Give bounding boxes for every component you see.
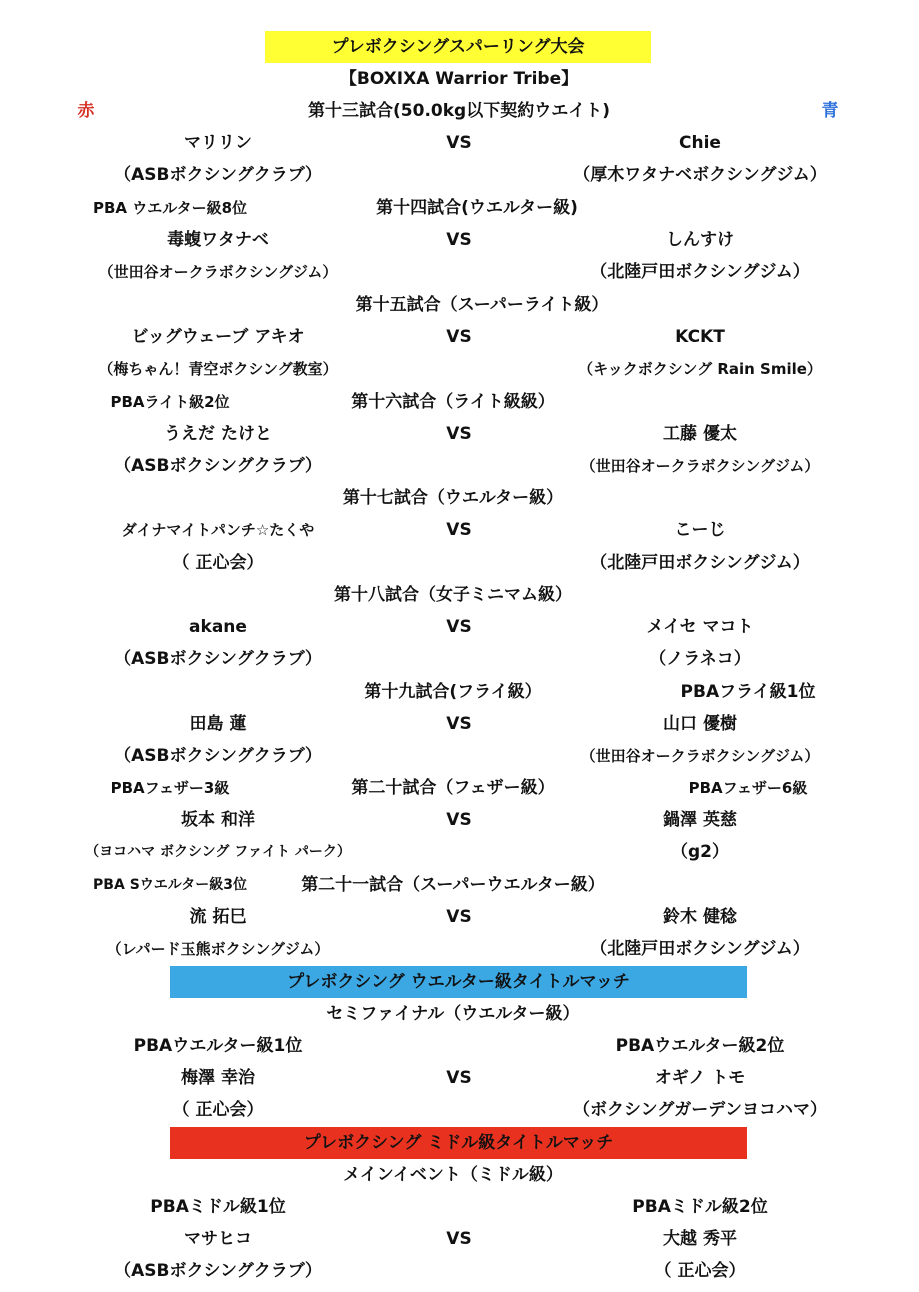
main-ranks-row <box>0 1191 919 1223</box>
corner-red-label: 赤 <box>77 101 95 121</box>
blue-fighter-name: オギノ トモ <box>654 1068 746 1088</box>
blue-fighter-rank: PBAミドル級2位 <box>632 1197 768 1217</box>
red-fighter-rank: PBA Sウエルター級3位 <box>93 877 247 893</box>
blue-fighter-name: Chie <box>679 133 721 153</box>
blue-fighter-gym: （北陸戸田ボクシングジム） <box>590 553 810 573</box>
blue-fighter-name: こーじ <box>674 520 726 540</box>
blue-fighter-rank: PBAウエルター級2位 <box>615 1036 785 1056</box>
red-fighter-gym: （ASBボクシングクラブ） <box>114 649 322 669</box>
bout-16-title-row <box>0 386 919 418</box>
semifinal-title-row <box>0 998 919 1030</box>
red-fighter-name: ビッグウェーブ アキオ <box>131 327 305 347</box>
bout-21-gyms-row <box>0 933 919 965</box>
red-fighter-gym: （梅ちゃん！青空ボクシング教室） <box>98 360 338 378</box>
red-fighter-gym: （ASBボクシングクラブ） <box>114 1261 322 1281</box>
blue-fighter-gym: （厚木ワタナベボクシングジム） <box>573 165 827 185</box>
bout-14-gyms-row <box>0 256 919 288</box>
bout-19-names-row <box>0 708 919 740</box>
blue-fighter-gym: （北陸戸田ボクシングジム） <box>590 939 810 959</box>
red-fighter-rank: PBAフェザー3級 <box>110 779 230 797</box>
event-subtitle: 【BOXIXA Warrior Tribe】 <box>339 69 579 89</box>
red-fighter-name: マサヒコ <box>184 1229 252 1249</box>
vs-label: VS <box>446 907 472 927</box>
bout-21-names-row <box>0 901 919 933</box>
bout-13-title-row <box>0 95 919 127</box>
red-fighter-name: 流 拓巳 <box>189 907 247 927</box>
bout-14-title-row <box>0 192 919 224</box>
bout-13-names-row <box>0 127 919 159</box>
red-fighter-name: akane <box>189 617 247 637</box>
blue-fighter-rank: PBAフライ級1位 <box>680 682 816 702</box>
bout-15-gyms-row <box>0 353 919 385</box>
vs-label: VS <box>446 520 472 540</box>
semifinal-banner <box>170 966 747 998</box>
subtitle-row <box>0 63 919 95</box>
red-fighter-name: 坂本 和洋 <box>181 810 255 830</box>
bout-17-gyms-row <box>0 547 919 579</box>
bout-19-title-row <box>0 676 919 708</box>
red-fighter-gym: （世田谷オークラボクシングジム） <box>98 263 338 281</box>
bout-15-title-row <box>0 289 919 321</box>
blue-fighter-name: 鍋澤 英慈 <box>663 810 737 830</box>
blue-fighter-name: 鈴木 健稔 <box>663 907 737 927</box>
corner-blue-label: 青 <box>821 101 839 121</box>
vs-label: VS <box>446 1068 472 1088</box>
red-fighter-name: 梅澤 幸治 <box>181 1068 255 1088</box>
red-fighter-rank: PBAミドル級1位 <box>150 1197 286 1217</box>
red-fighter-gym: （ASBボクシングクラブ） <box>114 456 322 476</box>
vs-label: VS <box>446 424 472 444</box>
bout-title: 第十六試合（ライト級級） <box>351 392 555 412</box>
red-fighter-gym: （ 正心会） <box>172 553 264 573</box>
blue-fighter-name: 山口 優樹 <box>663 714 737 734</box>
event-title: プレボクシングスパーリング大会 <box>331 37 585 57</box>
bout-21-title-row <box>0 869 919 901</box>
bout-title: 第十八試合（女子ミニマム級） <box>334 585 572 605</box>
bout-16-names-row <box>0 418 919 450</box>
bout-title: セミファイナル（ウエルター級） <box>326 1004 580 1024</box>
red-fighter-gym: （ 正心会） <box>172 1100 264 1120</box>
bout-17-title-row <box>0 482 919 514</box>
semifinal-names-row <box>0 1062 919 1094</box>
bout-17-names-row <box>0 514 919 546</box>
vs-label: VS <box>446 617 472 637</box>
semifinal-ranks-row <box>0 1030 919 1062</box>
bout-15-names-row <box>0 321 919 353</box>
red-fighter-rank: PBA ウエルター級8位 <box>92 199 248 217</box>
red-fighter-gym: （ヨコハマ ボクシング ファイト パーク） <box>85 844 351 860</box>
blue-fighter-gym: （g2） <box>671 842 729 862</box>
vs-label: VS <box>446 133 472 153</box>
blue-fighter-name: KCKT <box>675 327 725 347</box>
blue-fighter-name: メイセ マコト <box>646 617 754 637</box>
bout-title: 第十三試合(50.0kg以下契約ウエイト) <box>308 101 610 121</box>
bout-20-names-row <box>0 804 919 836</box>
blue-fighter-gym: （世田谷オークラボクシングジム） <box>580 747 820 765</box>
bout-title: 第二十一試合（スーパーウエルター級） <box>301 875 605 895</box>
bout-20-title-row <box>0 772 919 804</box>
blue-fighter-gym: （世田谷オークラボクシングジム） <box>580 457 820 475</box>
bout-13-gyms-row <box>0 159 919 191</box>
semifinal-gyms-row <box>0 1094 919 1126</box>
main-event-banner <box>170 1127 747 1159</box>
red-fighter-rank: PBAライト級2位 <box>110 393 230 411</box>
blue-fighter-rank: PBAフェザー6級 <box>688 779 808 797</box>
blue-fighter-gym: （ 正心会） <box>654 1261 746 1281</box>
semifinal-banner-text: プレボクシング ウエルター級タイトルマッチ <box>287 972 630 992</box>
main-event-banner-text: プレボクシング ミドル級タイトルマッチ <box>303 1133 614 1153</box>
event-title-banner <box>265 31 651 63</box>
red-fighter-name: 田島 蓮 <box>189 714 247 734</box>
blue-fighter-name: 工藤 優太 <box>663 424 737 444</box>
red-fighter-name: マリリン <box>184 133 252 153</box>
red-fighter-gym: （レパード玉熊ボクシングジム） <box>106 940 330 958</box>
bout-title: メインイベント（ミドル級） <box>343 1165 563 1185</box>
bout-title: 第十四試合(ウエルター級) <box>376 198 578 218</box>
bout-20-gyms-row <box>0 836 919 868</box>
bout-18-names-row <box>0 611 919 643</box>
red-fighter-name: 毒蝮ワタナベ <box>167 230 269 250</box>
bout-title: 第十五試合（スーパーライト級） <box>355 295 609 315</box>
main-gyms-row <box>0 1255 919 1287</box>
blue-fighter-gym: （キックボクシング Rain Smile） <box>578 360 822 378</box>
red-fighter-rank: PBAウエルター級1位 <box>133 1036 303 1056</box>
red-fighter-gym: （ASBボクシングクラブ） <box>114 165 322 185</box>
vs-label: VS <box>446 810 472 830</box>
bout-title: 第十七試合（ウエルター級） <box>342 488 564 508</box>
blue-fighter-gym: （ノラネコ） <box>649 649 751 669</box>
red-fighter-gym: （ASBボクシングクラブ） <box>114 746 322 766</box>
vs-label: VS <box>446 714 472 734</box>
bout-16-gyms-row <box>0 450 919 482</box>
blue-fighter-name: 大越 秀平 <box>663 1229 737 1249</box>
main-names-row <box>0 1223 919 1255</box>
blue-fighter-name: しんすけ <box>666 230 734 250</box>
blue-fighter-gym: （ボクシングガーデンヨコハマ） <box>573 1100 827 1120</box>
bout-title: 第十九試合(フライ級） <box>364 682 542 702</box>
vs-label: VS <box>446 230 472 250</box>
bout-title: 第二十試合（フェザー級） <box>351 778 555 798</box>
bout-19-gyms-row <box>0 740 919 772</box>
vs-label: VS <box>446 1229 472 1249</box>
red-fighter-name: うえだ たけと <box>164 424 272 444</box>
main-title-row <box>0 1159 919 1191</box>
bout-18-gyms-row <box>0 643 919 675</box>
bout-18-title-row <box>0 579 919 611</box>
vs-label: VS <box>446 327 472 347</box>
blue-fighter-gym: （北陸戸田ボクシングジム） <box>590 262 810 282</box>
bout-14-names-row <box>0 224 919 256</box>
red-fighter-name: ダイナマイトパンチ☆たくや <box>121 521 315 539</box>
